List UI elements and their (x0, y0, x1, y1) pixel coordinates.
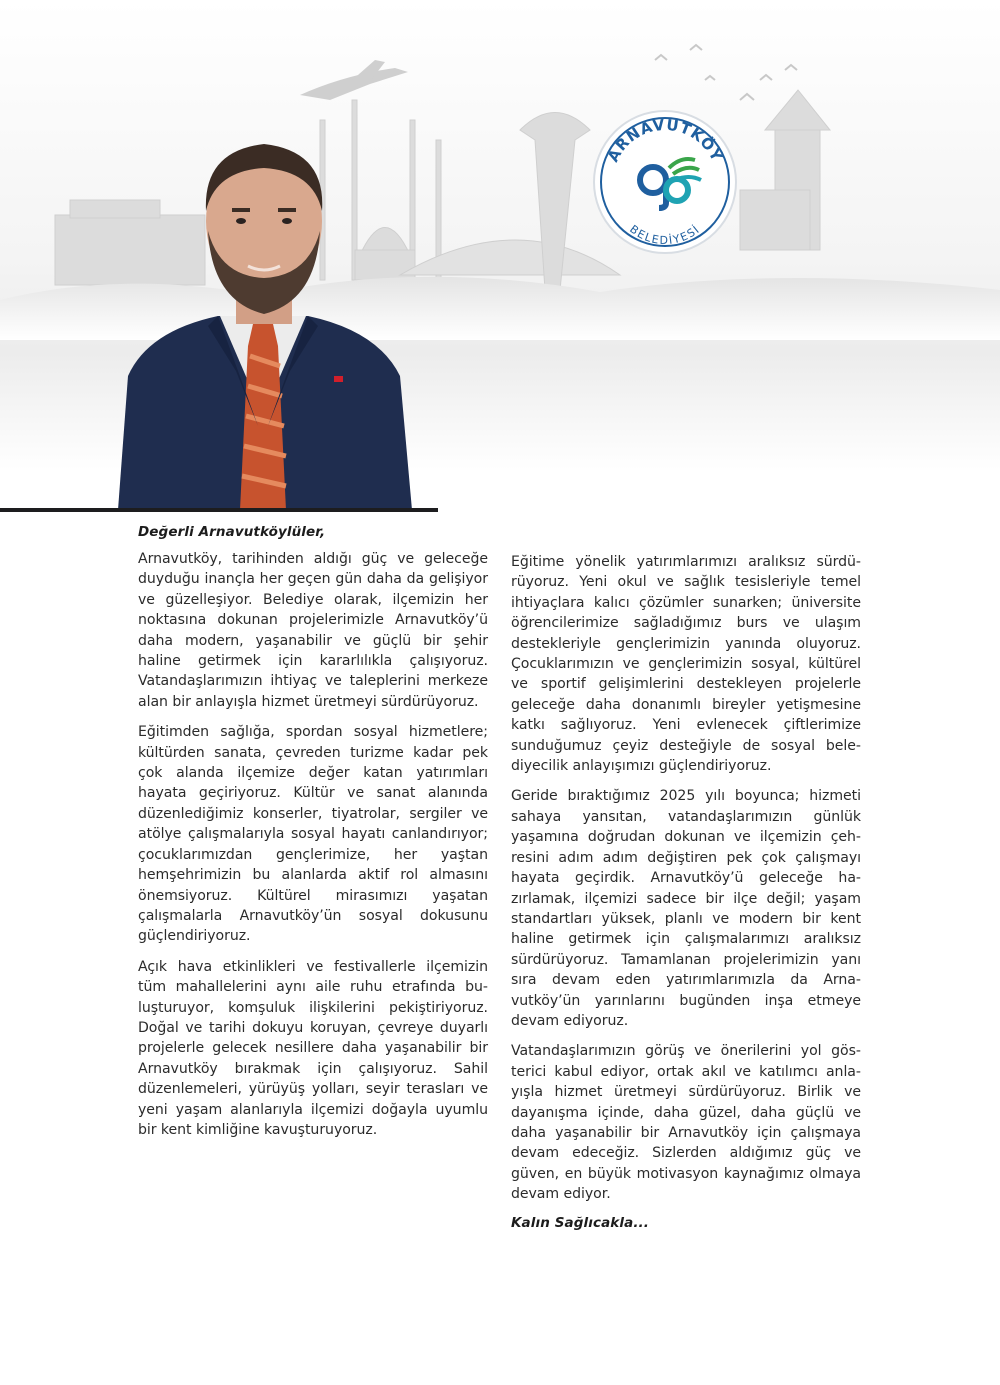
paragraph: Açık hava etkinlikleri ve festivallerle ilçemizin tüm mahallelerini aynı aile ruhu etrafında buluşturuyor, komşuluk ilişkilerini pekiştiriyoruz. Doğal ve tarihi dokuyu koruyan, çevreye duyarlı projelerle gelecek nesillere daha yaşanabilir bir Arnavutköy bırakmak için çalışıyoruz. Sahil düzenlemeleri, yürüyüş yolları, seyir terasları ve yeni yaşam alanlarıyla ilçemizi doğayla uyumlu bir kent kimliğine kavuşturuyoruz. (138, 958, 488, 1138)
logo-bottom-text: BELEDİYESİ (627, 222, 703, 248)
paragraph: Vatandaşlarımızın görüş ve önerilerini yol gösterici kabul ediyor, ortak akıl ve katılımcı anlayışla hizmet üretmeyi sürdürüyoruz. Birlik ve dayanışma içinde, daha güzel, daha güçlü ve daha yaşanabilir bir Arnavutköy için çalışmaya devam edeceğiz. Sizlerden aldığımız güç ve güven, en büyük motivasyon kaynağımız olmaya devam ediyor. (511, 1043, 861, 1203)
letter-greeting: Değerli Arnavutköylüler, (138, 524, 326, 540)
paragraph: Eğitimden sağlığa, spordan sosyal hizmetlere; kültürden sanata, çevreden turizme kadar pek çok alanda ilçemize değer katan yatırımları hayata geçiriyoruz. Kültür ve sanat alanında düzenlediğimiz konserler, tiyatrolar, sergiler ve atölye çalışmalarıyla sosyal hayatı canlandırıyor; çocuklarımızdan gençlerimize, her yaştan hemşehrimizin bu alanlarda aktif rol almasını önemsiyoruz. Kültürel mirasımızı yaşatan çalışmalarla Arnavutköy’ün sosyal dokusunu güçlendiriyoruz. (138, 724, 488, 945)
letter-closing: Kalın Sağlıcakla... (511, 1214, 650, 1231)
paragraph: Geride bıraktığımız 2025 yılı boyunca; hizmeti sahaya yansıtan, vatandaşlarımızın günlük yaşamına doğrudan dokunan ve ilçemizin çehresini adım adım değiştiren pek çok çalışmayı hayata geçirdik. Arnavutköy’ü geleceğe hazırlamak, ilçemizi sadece bir ilçe değil; yaşam standartları yüksek, planlı ve modern bir kent haline getirmek için çalışmalarımızı aralıksız sürdürüyoruz. Tamamlanan projelerimizin yanı sıra devam eden yatırımlarımızla da Arnavutköy’ün yarınlarını bugünden inşa etmeye devam ediyoruz. (511, 788, 861, 1029)
arnavutkoy-municipality-logo (591, 108, 739, 256)
letter-left-column (138, 524, 488, 1150)
mayor-portrait (108, 126, 418, 510)
paragraph: Arnavutköy, tarihinden aldığı güç ve geleceğe duyduğu inançla her geçen gün daha da gelişiyor ve güzelleşiyor. Belediye olarak, ilçemizin her noktasına dokunan projelerimizle Arnavutköy’ü daha modern, yaşanabilir ve güçlü bir şehir haline getirmek için kararlılıkla çalışıyoruz. Vatandaşlarımızın ihtiyaç ve taleplerini merkeze alan bir anlayışla hizmet üretmeyi sürdürüyoruz. (138, 551, 488, 710)
letter-right-column (511, 552, 861, 1240)
portrait-divider-line (0, 508, 438, 512)
paragraph: Eğitime yönelik yatırımlarımızı aralıksız sürdürüyoruz. Yeni okul ve sağlık tesisleriyle temel ihtiyaçlara kalıcı çözümler sunarken; üniversite öğrencilerimize sağladığımız burs ve ulaşım destekleriyle gençlerimizin yanında oluyoruz. Çocuklarımızın ve gençlerimizin sosyal, kültürel ve sportif gelişimlerini destekleyen projelerle geleceğe daha donanımlı bireyler yetişmesine katkı sağlıyoruz. Yeni evlenecek çiftlerimize sunduğumuz çeyiz desteğiyle de sosyal belediyecilik anlayışımızı güçlendiriyoruz. (511, 554, 861, 775)
logo-top-text: ARNAVUTKÖY (603, 115, 727, 165)
